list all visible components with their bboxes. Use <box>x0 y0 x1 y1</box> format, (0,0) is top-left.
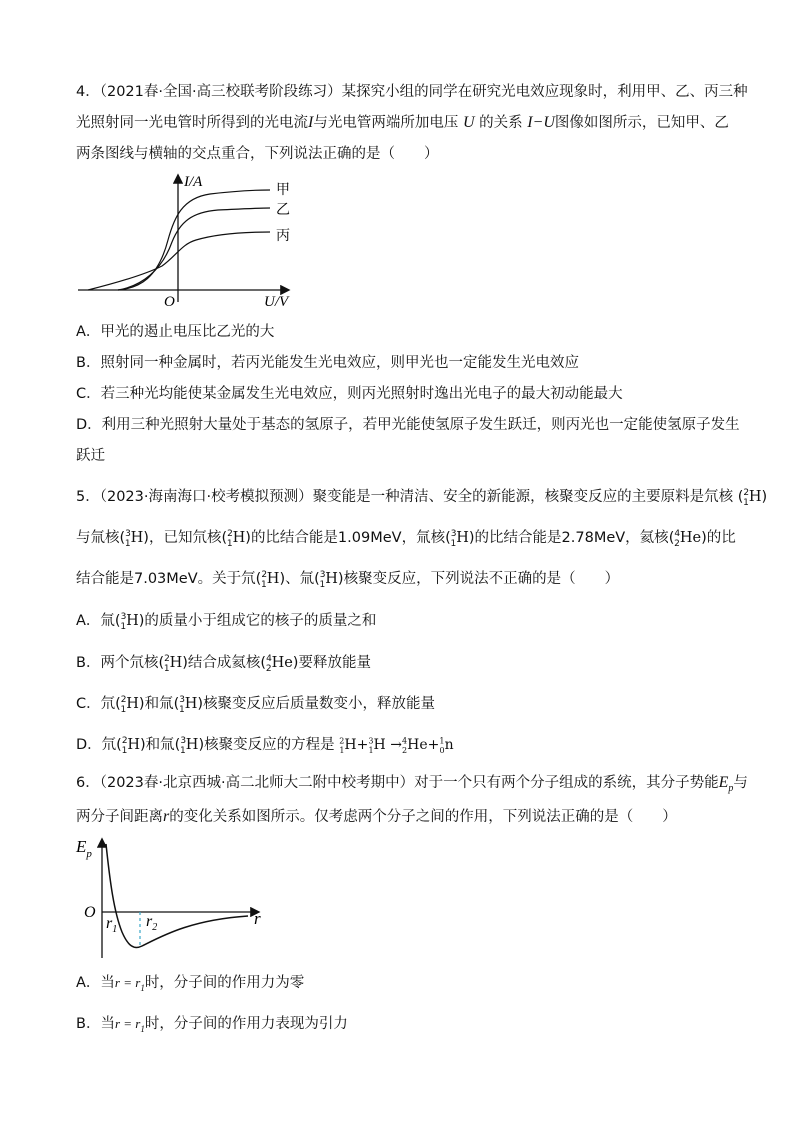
nuclide-deuteron: ($^2_1$H) <box>116 736 146 756</box>
q6-cond-sub: 1 <box>140 1023 145 1034</box>
q6-y-axis-label: $E_p$ <box>76 837 92 860</box>
q6-text: 的变化关系如图所示。仅考虑两个分子之间的作用，下列说法正确的是（ ） <box>169 809 677 825</box>
nuclide-symbol: H <box>126 695 139 712</box>
q6-origin-label: O <box>84 904 96 921</box>
q6-cond: r = r <box>114 1016 141 1031</box>
nuclide-symbol: H <box>456 529 469 546</box>
q5-text: 的质量小于组成它的核子的质量之和 <box>144 612 377 629</box>
q5-text: 、氚 <box>285 570 315 587</box>
nuclide-symbol: H <box>325 570 338 587</box>
nuclide-symbol: H <box>266 570 280 587</box>
nuclide-symbol: H <box>184 695 198 712</box>
q6-option-b <box>76 1014 348 1039</box>
nuclide-triton: ($^3_1$H) <box>174 736 205 756</box>
nuclide-triton: ($^3_1$H) <box>173 695 204 715</box>
nuclide-symbol: H <box>126 612 139 629</box>
nuclide-symbol: H <box>344 736 357 753</box>
nuclide-deuteron: ($^2_1$H) <box>737 488 768 508</box>
q5-text: 的比结合能是2.78MeV，氦核 <box>474 529 669 546</box>
q5-text: 结合成氦核 <box>187 654 261 671</box>
q6-text: 两分子间距离 <box>76 809 163 825</box>
nuclide-symbol: n <box>444 736 454 753</box>
q4-text: 与光电管两端所加电压 <box>313 115 459 131</box>
nuclide-symbol: H <box>185 736 199 753</box>
q6-stem-line1 <box>76 773 748 799</box>
q6-x-axis-label: r <box>254 909 261 928</box>
q4-y-axis-label: I/A <box>184 174 203 190</box>
q4-option-a: A．甲光的遏止电压比乙光的大 <box>76 324 275 340</box>
q6-cond: r = r <box>114 975 141 990</box>
q5-text: D．氘 <box>76 736 117 753</box>
q5-option-b <box>76 649 371 679</box>
nuclide-symbol: He <box>407 736 428 753</box>
q5-text: ，已知氘核 <box>148 529 222 546</box>
q4-x-axis-label: U/V <box>264 294 289 310</box>
q6-text: A．当 <box>76 975 115 991</box>
nuclide-helium: ($^4_2$He) <box>260 654 299 674</box>
q5-text: 结合能是7.03MeV。关于氘 <box>76 570 256 587</box>
q5-text: 的比 <box>706 529 736 546</box>
q4-option-d-line1: D．利用三种光照射大量处于基态的氢原子，若甲光能使氢原子发生跃迁，则丙光也一定能使氢原子发生 <box>76 417 740 433</box>
q5-text: 和氚 <box>145 736 175 753</box>
nuclide-symbol: He <box>271 654 293 671</box>
q6-r1-label: $r_1$ <box>106 915 118 935</box>
q6-r2-label: $r_2$ <box>146 913 158 933</box>
q5-text: C．氘 <box>76 695 116 712</box>
nuclide-triton: ($^3_1$H) <box>119 529 149 549</box>
q5-text: 要释放能量 <box>298 654 371 671</box>
q4-stem-line2 <box>76 113 729 133</box>
q4-var-IU: I−U <box>527 114 555 131</box>
nuclide-deuteron: ($^2_1$H) <box>255 570 286 590</box>
q4-text: 图像如图所示，已知甲、乙 <box>554 115 729 131</box>
q4-iu-graph <box>70 170 330 310</box>
q6-stem-line2 <box>76 807 677 827</box>
q4-var-U: U <box>462 114 475 131</box>
q6-text: B．当 <box>76 1016 115 1032</box>
nuclide-symbol: H <box>169 654 183 671</box>
q4-label-yi: 乙 <box>276 202 290 218</box>
nuclide-symbol: H <box>130 529 144 546</box>
q6-ep-graph <box>70 832 280 964</box>
q6-var-Ep-sub: p <box>728 782 734 794</box>
q4-curve-yi <box>118 208 270 290</box>
nuclide-deuteron: ($^2_1$H) <box>115 695 145 715</box>
q4-origin-label: O <box>164 294 175 310</box>
q6-option-a <box>76 973 304 998</box>
q5-option-d <box>76 731 454 761</box>
q4-stem-line3: 两条图线与横轴的交点重合，下列说法正确的是（ ） <box>76 146 439 162</box>
q4-var-I: I <box>308 114 314 131</box>
q6-text: 时，分子间的作用力为零 <box>144 975 305 991</box>
q5-text: A．氚 <box>76 612 115 629</box>
nuclide-triton: ($^3_1$H) <box>445 529 475 549</box>
nuclide-symbol: He <box>679 529 702 546</box>
q4-stem-line1: 4．（2021春·全国·高三校联考阶段练习）某探究小组的同学在研究光电效应现象时，利用甲、乙、丙三种 <box>76 84 748 100</box>
q5-text: 的比结合能是1.09MeV，氚核 <box>250 529 446 546</box>
q6-text: 6．（2023春·北京西城·高二北师大二附中校考期中）对于一个只有两个分子组成的系统，其分子势能 <box>76 775 719 791</box>
nuclide-symbol: H <box>373 736 386 753</box>
fusion-equation: $^2_1$H+$^3_1$H →$^4_2$He+$^1_0$n <box>339 736 454 755</box>
q5-option-c <box>76 690 435 720</box>
q4-option-b: B．照射同一种金属时，若丙光能发生光电效应，则甲光也一定能发生光电效应 <box>76 355 579 371</box>
q6-var-Ep: E <box>718 774 729 791</box>
q5-stem-line1 <box>76 483 767 513</box>
nuclide-symbol: H <box>748 488 762 505</box>
q5-text: 5．（2023·海南海口·校考模拟预测）聚变能是一种清洁、安全的新能源，核聚变反应的主要原料是氘核 <box>76 488 734 505</box>
q5-text: 与氚核 <box>76 529 120 546</box>
q4-option-c: C．若三种光均能使某金属发生光电效应，则丙光照射时逸出光电子的最大初动能最大 <box>76 386 623 402</box>
nuclide-triton: ($^3_1$H) <box>114 612 145 632</box>
q6-var-r: r <box>163 808 170 825</box>
q4-text: 光照射同一光电管时所得到的光电流 <box>76 115 308 131</box>
nuclide-symbol: H <box>127 736 140 753</box>
q6-text: 时，分子间的作用力表现为引力 <box>144 1016 348 1032</box>
nuclide-symbol: H <box>232 529 246 546</box>
q5-option-a <box>76 607 376 637</box>
q6-ep-curve <box>106 844 248 947</box>
nuclide-triton: ($^3_1$H) <box>314 570 344 590</box>
q5-text: 核聚变反应的方程是 <box>204 736 335 753</box>
q6-cond-sub: 1 <box>140 982 145 993</box>
nuclide-helium: ($^4_2$He) <box>668 529 707 549</box>
nuclide-deuteron: ($^2_1$H) <box>221 529 251 549</box>
q5-stem-line2 <box>76 524 736 554</box>
q5-stem-line3 <box>76 565 619 595</box>
q5-text: 核聚变反应，下列说法不正确的是（ ） <box>343 570 620 587</box>
q5-text: 核聚变反应后质量数变小，释放能量 <box>203 695 436 712</box>
q4-label-bing: 丙 <box>276 228 290 244</box>
q5-text: 和氚 <box>144 695 174 712</box>
q5-text: B．两个氘核 <box>76 654 159 671</box>
q6-text: 与 <box>733 775 748 791</box>
q4-text: 的关系 <box>479 115 523 131</box>
q4-option-d-line2: 跃迁 <box>76 448 105 464</box>
nuclide-deuteron: ($^2_1$H) <box>158 654 188 674</box>
q4-curve-bing <box>88 232 270 290</box>
q4-label-jia: 甲 <box>276 182 290 198</box>
